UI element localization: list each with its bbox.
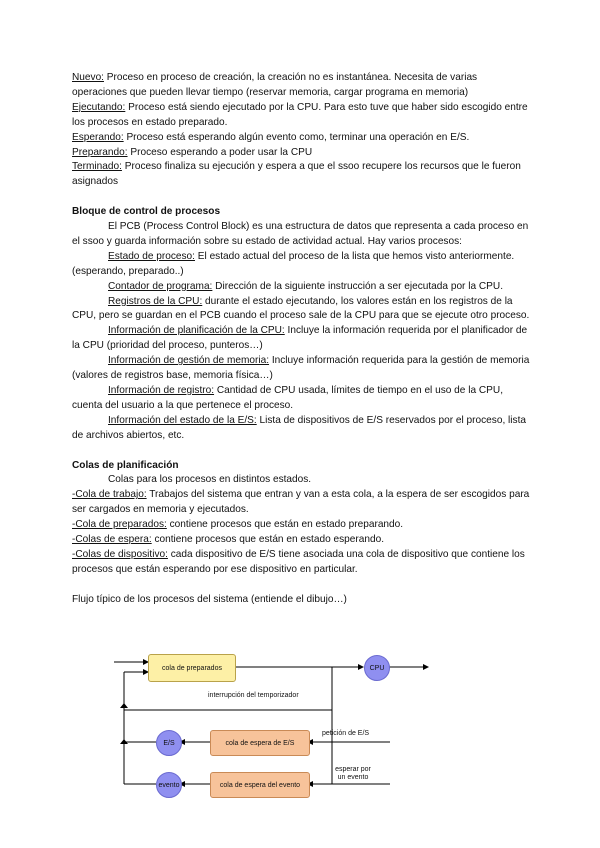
term: Esperando:	[72, 131, 124, 143]
definition: Cantidad de CPU usada, límites de tiempo en el uso de la CPU, cuenta del usuario a la que pertenece el proceso.	[72, 385, 503, 411]
term: Información de registro:	[108, 385, 215, 397]
colas-intro: Colas para los procesos en distintos estados.	[108, 474, 312, 486]
definition: Proceso está esperando algún evento como, terminar una operación en E/S.	[123, 131, 470, 143]
term: -Cola de trabajo:	[72, 489, 147, 501]
definition: Proceso finaliza su ejecución y espera a que el ssoo recupere los recursos que le fueron asignados	[72, 161, 521, 188]
term: Información de planificación de la CPU:	[108, 325, 285, 337]
term: Registros de la CPU:	[108, 295, 203, 307]
definition: Lista de dispositivos de E/S reservados por el proceso, lista de archivos abiertos, etc.	[72, 414, 527, 441]
pcb-heading: Bloque de control de procesos	[72, 206, 221, 218]
state-preparando	[72, 146, 532, 161]
pcb-item	[72, 295, 532, 325]
term: -Colas de espera:	[72, 534, 152, 546]
es-wait-queue: cola de espera de E/S	[210, 730, 310, 756]
cola-item	[72, 533, 532, 548]
cola-item	[72, 548, 532, 578]
event-wait-label: esperar por un evento	[335, 766, 371, 781]
definition: Incluye información requerida para la gestión de memoria (valores de registros base, memoria física…)	[72, 355, 530, 382]
pcb-intro: El PCB (Process Control Block) es una estructura de datos que representa a cada proceso en el ssoo y guarda información sobre su estado de actividad actual. Hay varios procesos:	[72, 221, 529, 247]
document-body	[72, 71, 532, 608]
state-esperando	[72, 131, 532, 146]
cola-item	[72, 518, 532, 533]
cola-item	[72, 488, 532, 518]
pcb-item	[72, 354, 532, 384]
pcb-item	[72, 324, 532, 354]
colas-heading: Colas de planificación	[72, 459, 179, 471]
term: Información del estado de la E/S:	[108, 414, 257, 426]
pcb-item	[72, 250, 532, 280]
term: Nuevo:	[72, 72, 104, 83]
term: Terminado:	[72, 161, 122, 173]
definition: durante el estado ejecutando, los valores están en los registros de la CPU, pero se guardan en el PCB cuando el proceso sale de la CPU para que se ejecute otro proceso.	[72, 295, 530, 322]
pcb-item	[72, 414, 532, 444]
term: Preparando:	[72, 146, 128, 158]
definition: Dirección de la siguiente instrucción a ser ejecutada por la CPU.	[212, 280, 503, 292]
event-node: evento	[156, 772, 182, 798]
definition: El estado actual del proceso de la lista que hemos visto anteriormente. (esperando, preparado..)	[72, 250, 515, 277]
event-wait-queue: cola de espera del evento	[210, 772, 310, 798]
process-flow-diagram	[100, 648, 440, 813]
spacer	[72, 578, 532, 593]
timer-interrupt-label: interrupción del temporizador	[208, 692, 299, 699]
definition: Trabajos del sistema que entran y van a esta cola, a la espera de ser escogidos para ser cargados en memoria y ejecutados.	[72, 489, 530, 516]
cpu-node: CPU	[364, 655, 390, 681]
definition: Proceso en proceso de creación, la creación no es instantánea. Necesita de varias operaciones que pueden llevar tiempo (reservar memoria, cargar programa en memoria)	[72, 72, 478, 98]
state-ejecutando	[72, 101, 532, 131]
flujo-caption: Flujo típico de los procesos del sistema (entiende el dibujo…)	[72, 593, 347, 605]
term: -Cola de preparados:	[72, 519, 167, 531]
term: -Colas de dispositivo:	[72, 548, 168, 560]
definition: Proceso está siendo ejecutado por la CPU. Para esto tuve que haber sido escogido entre los procesos en estado preparado.	[72, 101, 528, 128]
definition: Incluye la información requerida por el planificador de la CPU (prioridad del proceso, punteros…)	[72, 325, 528, 352]
term: Información de gestión de memoria:	[108, 355, 270, 367]
es-request-label: petición de E/S	[322, 730, 370, 737]
pcb-item	[72, 384, 532, 414]
term: Ejecutando:	[72, 101, 126, 113]
state-nuevo	[72, 71, 532, 101]
definition: contiene procesos que están en estado esperando.	[151, 534, 384, 546]
state-terminado	[72, 160, 532, 190]
pcb-item	[72, 280, 532, 295]
definition: contiene procesos que están en estado preparando.	[166, 519, 404, 531]
term: Contador de programa:	[108, 280, 213, 292]
ready-queue: cola de preparados	[148, 654, 236, 682]
es-node: E/S	[156, 730, 182, 756]
definition: cada dispositivo de E/S tiene asociada una cola de dispositivo que contiene los procesos que están esperando por ese dispositivo en particular.	[72, 548, 525, 575]
definition: Proceso esperando a poder usar la CPU	[127, 146, 313, 158]
term: Estado de proceso:	[108, 250, 195, 262]
